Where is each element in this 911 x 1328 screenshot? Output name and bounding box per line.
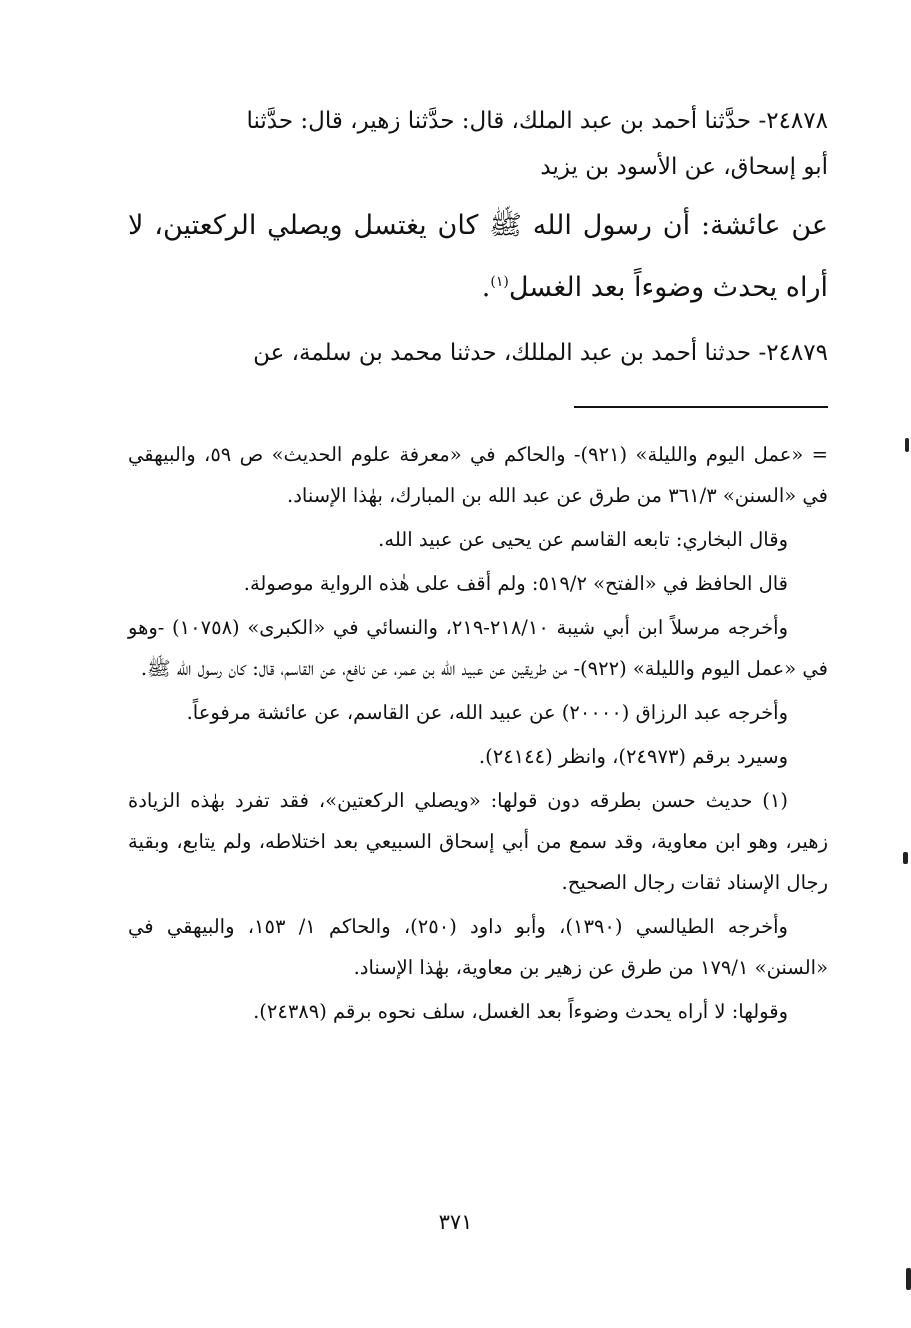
note-paragraph: وأخرجه الطيالسي (١٣٩٠)، وأبو داود (٢٥٠)، والحاكم ١/ ١٥٣، والبيهقي في «السنن» ١٧٩/١ من طرق عن زهير بن معاوية، بهٰذا الإسناد. [128, 915, 828, 979]
footnote-ref: (١) [490, 274, 509, 290]
matn-text: عن عائشة: أن رسول الله ﷺ كان يغتسل ويصلي الركعتين، لا أراه يحدث وضوءاً بعد الغسل [128, 210, 828, 303]
note-paragraph: وقال البخاري: تابعه القاسم عن يحيى عن عبيد الله. [378, 528, 788, 551]
footnote-1: (١) حديث حسن بطرقه دون قولها: «ويصلي الركعتين»، فقد تفرد بهٰذه الزيادة زهير، وهو ابن معاوية، وقد سمع من أبي إسحاق السبيعي بعد اختلاطه، ولم يتابع، وبقية رجال الإسناد ثقات رجال الصحيح. [128, 789, 828, 894]
scan-mark [905, 438, 909, 452]
hadith-matn [128, 198, 828, 316]
footnotes [128, 434, 828, 1035]
note-paragraph: قال الحافظ في «الفتح» ٥١٩/٢: ولم أقف على هٰذه الرواية موصولة. [243, 572, 788, 595]
note-paragraph: = «عمل اليوم والليلة» (٩٢١)- والحاكم في «معرفة علوم الحديث» ص ٥٩، والبيهقي في «السنن» ٣٦١/٣ من طرق عن عبد الله بن المبارك، بهٰذا الإسناد. [128, 443, 828, 507]
main-text [128, 98, 828, 376]
note-paragraph: وأخرجه عبد الرزاق (٢٠٠٠٠) عن عبيد الله، عن القاسم، عن عائشة مرفوعاً. [186, 701, 788, 724]
note-paragraph: وقولها: لا أراه يحدث وضوءاً بعد الغسل، سلف نحوه برقم (٢٤٣٨٩). [253, 1000, 788, 1023]
hadith-24878-line1: ٢٤٨٧٨- حدَّثنا أحمد بن عبد الملك، قال: حدَّثنا زهير، قال: حدَّثنا [246, 108, 828, 134]
footnote-separator [574, 406, 828, 408]
hadith-24878-isnad [128, 98, 828, 190]
page-number: ٣٧١ [438, 1210, 473, 1234]
note-paragraph: وسيرد برقم (٢٤٩٧٣)، وانظر (٢٤١٤٤). [478, 745, 788, 768]
scan-mark [906, 1268, 911, 1290]
note-paragraph: وأخرجه مرسلاً ابن أبي شيبة ٢١٨/١٠-٢١٩، والنسائي في «الكبرى» (١٠٧٥٨) -وهو في «عمل اليوم والليلة» (٩٢٢)- من طريقين عن عبيد الله بن عمر، عن نافع، عن القاسم، قال: كان رسول الله ﷺ. [128, 616, 828, 680]
hadith-24878-line2: أبو إسحاق، عن الأسود بن يزيد [540, 154, 828, 180]
matn-end: . [481, 272, 491, 303]
scan-mark [903, 852, 908, 864]
hadith-24879-isnad: ٢٤٨٧٩- حدثنا أحمد بن عبد المللك، حدثنا محمد بن سلمة، عن [253, 340, 828, 366]
